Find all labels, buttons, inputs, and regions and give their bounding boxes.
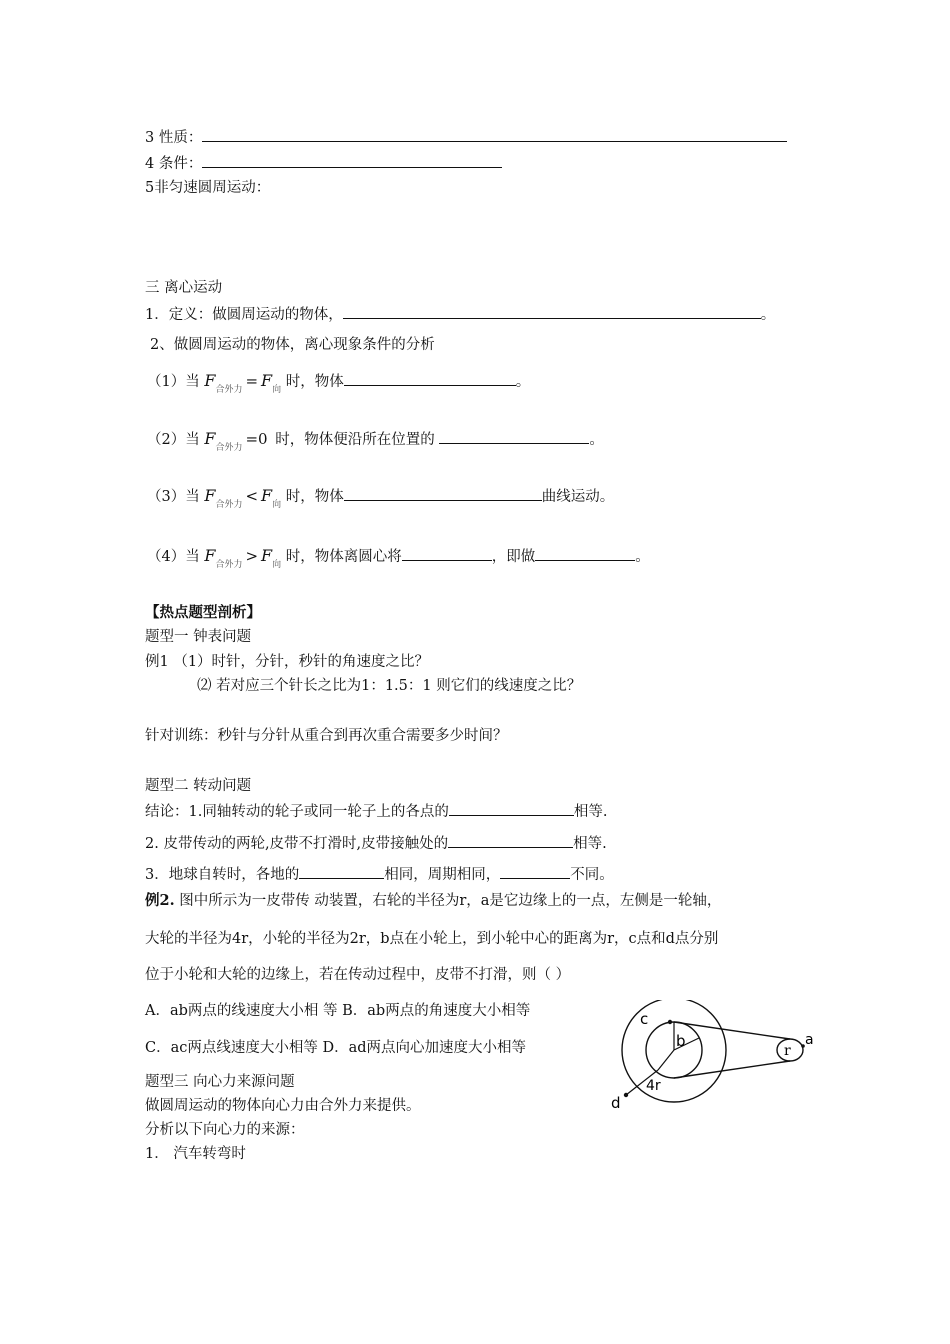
condition-2-end: 。 — [589, 432, 604, 448]
condition-4-blank-2[interactable] — [535, 545, 635, 561]
condition-blank[interactable] — [202, 152, 502, 168]
formula-sub: 向 — [272, 560, 282, 570]
condition-2-blank[interactable] — [439, 428, 589, 444]
conclusion-2-blank[interactable] — [448, 832, 573, 848]
conclusion-1-end: 相等. — [573, 804, 608, 820]
centrifugal-heading: 三 离心运动 — [145, 280, 223, 296]
label-d: d — [611, 1094, 621, 1110]
label-4r: 4r — [646, 1078, 661, 1094]
property-blank[interactable] — [202, 126, 787, 142]
formula-op: =0 — [245, 430, 268, 448]
conclusion-3-blank-1[interactable] — [299, 863, 384, 879]
condition-4-text: 时，物体离圆心将 — [285, 549, 402, 565]
type3-item1: 1． 汽车转弯时 — [145, 1146, 246, 1162]
definition-line — [145, 303, 775, 325]
condition-4-mid: ，即做 — [491, 549, 536, 565]
condition-2-prefix: （2）当 — [147, 432, 200, 448]
example2-line2: 大轮的半径为4r，小轮的半径为2r，b点在小轮上，到小轮中心的距离为r，c点和d点分别 — [145, 931, 719, 947]
formula-2 — [204, 429, 270, 453]
formula-F: F — [261, 546, 273, 565]
condition-3-blank[interactable] — [344, 485, 542, 501]
formula-F: F — [261, 486, 273, 505]
options-cd: C．ac两点线速度大小相等 D．ad两点向心加速度大小相等 — [145, 1040, 527, 1056]
analysis-line: 2、做圆周运动的物体，离心现象条件的分析 — [150, 337, 435, 353]
formula-sub: 合外力 — [215, 443, 243, 453]
condition-4 — [147, 545, 650, 569]
conclusion-1-text: 结论：1.同轴转动的轮子或同一轮子上的各点的 — [145, 804, 449, 820]
definition-blank[interactable] — [343, 303, 761, 319]
condition-3 — [147, 485, 614, 509]
label-r: r — [784, 1043, 791, 1059]
formula-sub: 合外力 — [215, 500, 243, 510]
formula-3 — [204, 486, 282, 510]
formula-F: F — [204, 371, 216, 390]
label-a: a — [805, 1032, 814, 1048]
condition-4-end: 。 — [635, 549, 650, 565]
definition-label: 1．定义：做圆周运动的物体， — [145, 307, 343, 323]
conclusion-3-end: 不同。 — [570, 867, 614, 883]
condition-2 — [147, 428, 604, 452]
condition-1-blank[interactable] — [344, 370, 516, 386]
belt-top — [674, 1022, 790, 1039]
example2-label: 例2. — [145, 892, 175, 909]
formula-sub: 向 — [272, 500, 282, 510]
example1-line2: ⑵ 若对应三个针长之比为1：1.5：1 则它们的线速度之比？ — [197, 678, 582, 694]
condition-1-text: 时，物体 — [285, 374, 344, 390]
type3-heading: 题型三 向心力来源问题 — [145, 1074, 295, 1090]
property-line — [145, 126, 787, 148]
formula-F: F — [204, 429, 216, 448]
nonuniform-line: 5非匀速圆周运动： — [145, 180, 271, 196]
property-label: 3 性质： — [145, 130, 203, 146]
conclusion-1-blank[interactable] — [449, 800, 574, 816]
belt-drive-figure — [608, 1000, 818, 1110]
conclusion-3-mid: 相同，周期相同， — [384, 867, 501, 883]
formula-F: F — [204, 546, 216, 565]
conclusion-1 — [145, 800, 607, 822]
condition-3-end: 曲线运动。 — [541, 489, 615, 505]
conclusion-2-end: 相等. — [573, 836, 607, 852]
condition-1 — [147, 370, 530, 394]
formula-sub: 合外力 — [215, 385, 243, 395]
condition-4-prefix: （4）当 — [147, 549, 200, 565]
training-line: 针对训练：秒针与分针从重合到再次重合需要多少时间？ — [145, 728, 508, 744]
belt-bottom — [674, 1061, 790, 1078]
condition-3-text: 时，物体 — [285, 489, 344, 505]
conclusion-3 — [145, 863, 614, 885]
type3-analyze: 分析以下向心力的来源： — [145, 1122, 305, 1138]
label-b: b — [676, 1032, 686, 1050]
type2-heading: 题型二 转动问题 — [145, 778, 252, 794]
formula-F: F — [204, 486, 216, 505]
radius-small — [658, 1050, 674, 1070]
condition-1-prefix: （1）当 — [147, 374, 200, 390]
point-c — [668, 1020, 672, 1024]
definition-end: 。 — [760, 307, 776, 323]
hot-heading: 【热点题型剖析】 — [145, 604, 261, 621]
label-c: c — [640, 1010, 649, 1028]
formula-op: < — [245, 487, 259, 505]
formula-sub: 合外力 — [215, 560, 243, 570]
options-ab: A．ab两点的线速度大小相 等 B．ab两点的角速度大小相等 — [145, 1003, 531, 1019]
condition-2-text: 时，物体便沿所在位置的 — [275, 432, 435, 448]
conclusion-3-text: 3．地球自转时，各地的 — [145, 867, 300, 883]
example2-line3: 位于小轮和大轮的边缘上，若在传动过程中，皮带不打滑，则（ ） — [145, 967, 571, 983]
formula-sub: 向 — [272, 385, 282, 395]
type3-description: 做圆周运动的物体向心力由合外力来提供。 — [145, 1098, 421, 1114]
conclusion-3-blank-2[interactable] — [500, 863, 570, 879]
conclusion-2-text: 2. 皮带传动的两轮,皮带不打滑时,皮带接触处的 — [145, 836, 449, 852]
example2-line1 — [145, 891, 721, 911]
example2-text: 图中所示为一皮带传 动装置，右轮的半径为r，a是它边缘上的一点，左侧是一轮轴， — [179, 893, 722, 909]
condition-4-blank-1[interactable] — [402, 545, 492, 561]
formula-op: = — [245, 372, 259, 390]
condition-1-end: 。 — [515, 374, 531, 390]
formula-F: F — [261, 371, 273, 390]
conclusion-2 — [145, 832, 607, 854]
condition-label: 4 条件： — [145, 156, 203, 172]
condition-line — [145, 152, 502, 174]
formula-4 — [204, 546, 282, 570]
condition-3-prefix: （3）当 — [147, 489, 200, 505]
formula-1 — [204, 371, 282, 395]
formula-op: > — [245, 547, 259, 565]
point-d — [624, 1093, 628, 1097]
type1-heading: 题型一 钟表问题 — [145, 629, 252, 645]
example1-line1: 例1 （1）时针，分针，秒针的角速度之比？ — [145, 654, 430, 670]
big-wheel — [622, 1000, 726, 1102]
